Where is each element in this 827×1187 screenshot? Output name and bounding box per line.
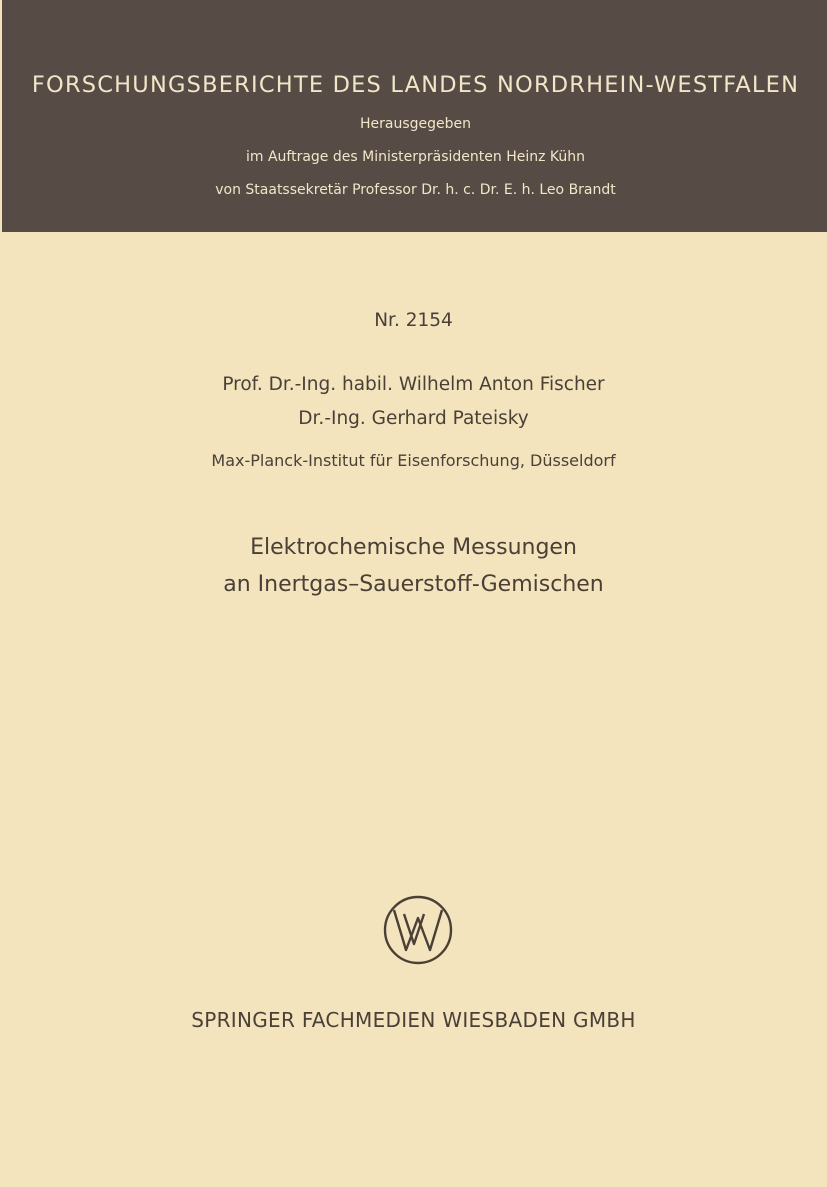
book-title-line-1: Elektrochemische Messungen [250, 535, 577, 560]
wv-monogram-icon [382, 894, 454, 966]
series-header-band [2, 0, 827, 232]
editor-line-editor: von Staatssekretär Professor Dr. h. c. Dr. E. h. Leo Brandt [215, 182, 616, 198]
editor-line-published: Herausgegeben [359, 116, 471, 132]
author-primary: Prof. Dr.-Ing. habil. Wilhelm Anton Fischer [222, 374, 605, 395]
publisher-name: SPRINGER FACHMEDIEN WIESBADEN GMBH [191, 1008, 636, 1032]
volume-number: Nr. 2154 [374, 310, 453, 331]
editor-line-commission: im Auftrage des Ministerpräsidenten Heinz Kühn [245, 149, 586, 165]
author-institute: Max-Planck-Institut für Eisenforschung, Düsseldorf [211, 451, 616, 470]
author-secondary: Dr.-Ing. Gerhard Pateisky [298, 408, 529, 429]
book-title-line-2: an Inertgas–Sauerstoff-Gemischen [223, 572, 604, 597]
series-title: FORSCHUNGSBERICHTE DES LANDES NORDRHEIN-WESTFALEN [31, 72, 800, 98]
